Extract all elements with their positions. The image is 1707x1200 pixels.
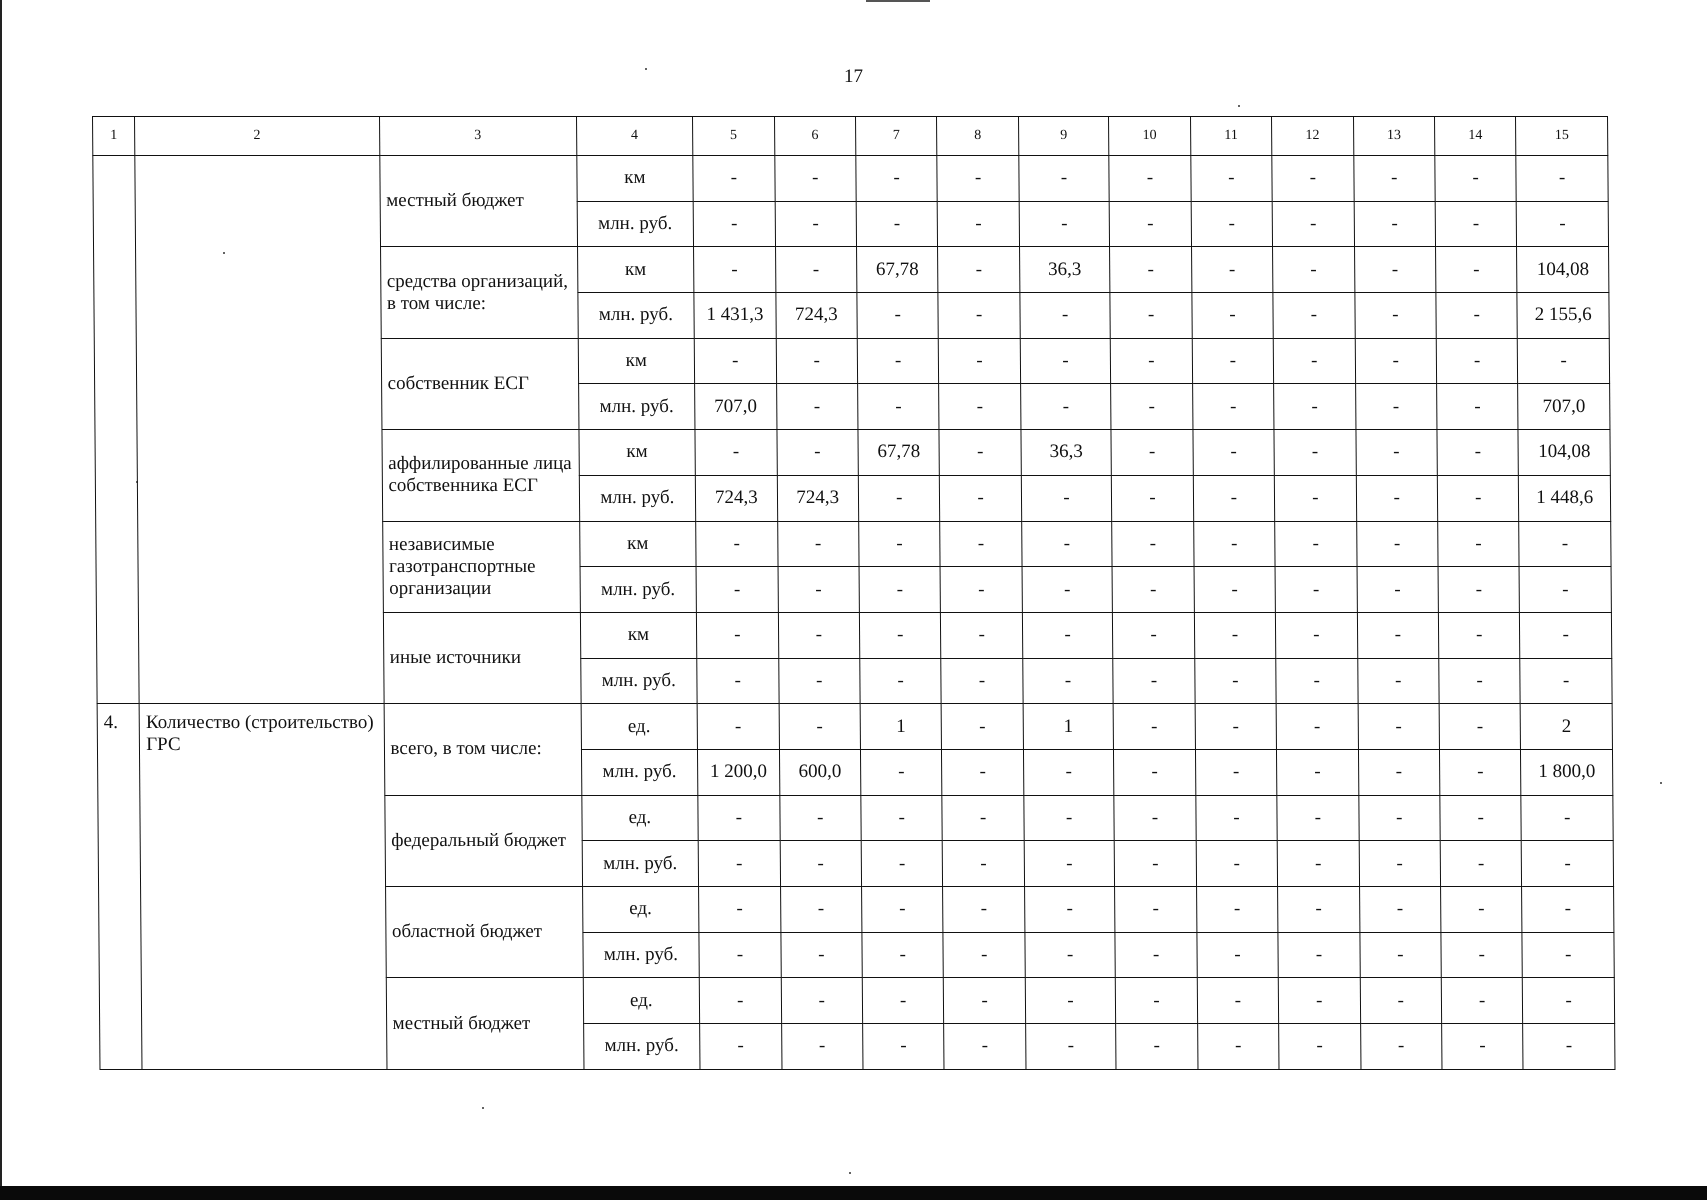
value-cell: 36,3	[1019, 247, 1110, 293]
value-cell: -	[1274, 384, 1356, 430]
funding-source-cell: средства организаций, в том числе:	[380, 247, 578, 338]
value-cell: -	[1359, 887, 1441, 933]
value-cell: -	[779, 795, 861, 841]
value-cell: -	[694, 338, 776, 384]
value-cell: -	[700, 1024, 782, 1070]
value-cell: -	[944, 978, 1026, 1024]
value-cell: -	[1024, 841, 1115, 887]
value-cell: -	[1522, 932, 1614, 978]
value-cell: -	[859, 612, 941, 658]
unit-cell: млн. руб.	[582, 932, 699, 978]
value-cell: -	[941, 612, 1023, 658]
investment-program-table	[92, 116, 1615, 1070]
value-cell: -	[1112, 475, 1194, 521]
column-number-header: 12	[1272, 117, 1354, 156]
value-cell: -	[1111, 384, 1193, 430]
value-cell: -	[861, 795, 943, 841]
value-cell: -	[860, 658, 942, 704]
value-cell: -	[1113, 658, 1195, 704]
unit-cell: км	[579, 521, 696, 567]
value-cell: -	[1518, 338, 1610, 384]
value-cell: 1 448,6	[1519, 475, 1611, 521]
value-cell: -	[778, 658, 860, 704]
value-cell: -	[857, 293, 939, 339]
value-cell: -	[781, 978, 863, 1024]
value-cell: -	[938, 201, 1020, 247]
value-cell: -	[698, 795, 780, 841]
value-cell: -	[776, 384, 858, 430]
column-number-header: 14	[1434, 117, 1516, 156]
value-cell: -	[1520, 612, 1612, 658]
indicator-name-cell: Количество (строительство) ГРС	[139, 704, 386, 1070]
value-cell: -	[775, 247, 857, 293]
value-cell: -	[1441, 978, 1523, 1024]
value-cell: -	[1522, 841, 1614, 887]
value-cell: -	[1274, 475, 1356, 521]
value-cell: -	[1277, 841, 1359, 887]
value-cell: -	[1522, 887, 1614, 933]
value-cell: -	[1191, 201, 1273, 247]
value-cell: -	[1440, 841, 1522, 887]
indicator-name-cell	[135, 156, 384, 704]
value-cell: 724,3	[777, 475, 859, 521]
unit-cell: млн. руб.	[579, 475, 696, 521]
value-cell: -	[942, 704, 1024, 750]
value-cell: -	[863, 1024, 945, 1070]
value-cell: 67,78	[857, 247, 939, 293]
value-cell: -	[1272, 201, 1354, 247]
value-cell: -	[1360, 978, 1442, 1024]
value-cell: -	[695, 430, 777, 476]
value-cell: 707,0	[695, 384, 777, 430]
value-cell: -	[777, 521, 859, 567]
value-cell: -	[1113, 704, 1195, 750]
value-cell: -	[859, 567, 941, 613]
value-cell: -	[942, 795, 1024, 841]
value-cell: -	[1021, 475, 1112, 521]
unit-cell: млн. руб.	[577, 201, 694, 247]
unit-cell: млн. руб.	[578, 384, 695, 430]
unit-cell: млн. руб.	[580, 658, 697, 704]
column-number-header: 7	[855, 117, 937, 156]
value-cell: -	[1192, 293, 1274, 339]
value-cell: -	[860, 749, 942, 795]
value-cell: -	[698, 841, 780, 887]
value-cell: -	[780, 932, 862, 978]
value-cell: -	[1193, 430, 1275, 476]
value-cell: -	[1022, 612, 1113, 658]
value-cell: -	[1438, 567, 1520, 613]
value-cell: -	[939, 384, 1021, 430]
value-cell: -	[1357, 567, 1439, 613]
value-cell: -	[943, 887, 1025, 933]
value-cell: -	[780, 841, 862, 887]
header-row	[93, 117, 1608, 156]
funding-source-cell: аффилированные лица собственника ЕСГ	[381, 430, 579, 521]
value-cell: -	[1276, 612, 1358, 658]
value-cell: -	[1109, 156, 1191, 202]
value-cell: -	[856, 156, 938, 202]
funding-source-cell: иные источники	[383, 612, 581, 703]
value-cell: 1	[1023, 704, 1114, 750]
value-cell: -	[1439, 704, 1521, 750]
value-cell: -	[693, 156, 775, 202]
value-cell: -	[1112, 567, 1194, 613]
scan-speck	[482, 1107, 484, 1109]
value-cell: -	[1114, 841, 1196, 887]
funding-source-cell: собственник ЕСГ	[381, 338, 579, 429]
value-cell: 1 800,0	[1521, 749, 1613, 795]
column-number-header: 2	[135, 117, 380, 156]
value-cell: 724,3	[695, 475, 777, 521]
value-cell: -	[1276, 704, 1358, 750]
value-cell: -	[778, 567, 860, 613]
value-cell: -	[1354, 247, 1436, 293]
unit-cell: км	[578, 338, 695, 384]
value-cell: -	[781, 1024, 863, 1070]
unit-cell: км	[578, 430, 695, 476]
value-cell: 1 200,0	[698, 749, 780, 795]
funding-source-cell: местный бюджет	[379, 156, 577, 247]
value-cell: -	[1273, 293, 1355, 339]
value-cell: -	[859, 521, 941, 567]
value-cell: -	[1024, 795, 1115, 841]
column-number-header: 1	[93, 117, 136, 156]
value-cell: -	[1115, 887, 1197, 933]
value-cell: -	[1196, 887, 1278, 933]
item-number-cell: 4.	[97, 704, 142, 1070]
value-cell: -	[939, 338, 1021, 384]
unit-cell: млн. руб.	[577, 293, 694, 339]
value-cell: -	[1278, 978, 1360, 1024]
value-cell: -	[1273, 338, 1355, 384]
unit-cell: ед.	[582, 887, 699, 933]
value-cell: -	[1520, 658, 1612, 704]
unit-cell: ед.	[581, 795, 698, 841]
value-cell: -	[1192, 384, 1274, 430]
value-cell: -	[1436, 293, 1518, 339]
funding-source-cell: областной бюджет	[385, 887, 583, 978]
unit-cell: км	[577, 247, 694, 293]
value-cell: -	[856, 201, 938, 247]
value-cell: -	[944, 1024, 1026, 1070]
value-cell: -	[1196, 795, 1278, 841]
value-cell: -	[939, 430, 1021, 476]
table-row	[93, 156, 1608, 202]
unit-cell: ед.	[581, 704, 698, 750]
value-cell: -	[1354, 201, 1436, 247]
value-cell: -	[1358, 704, 1440, 750]
value-cell: -	[1442, 1024, 1524, 1070]
value-cell: -	[1025, 932, 1116, 978]
unit-cell: км	[580, 612, 697, 658]
value-cell: -	[1115, 932, 1197, 978]
value-cell: -	[1275, 567, 1357, 613]
value-cell: -	[1191, 247, 1273, 293]
value-cell: -	[1019, 201, 1110, 247]
value-cell: -	[857, 338, 939, 384]
column-number-header: 6	[774, 117, 856, 156]
table-body	[93, 117, 1615, 1070]
value-cell: 2 155,6	[1517, 293, 1609, 339]
value-cell: -	[1112, 521, 1194, 567]
value-cell: -	[937, 156, 1019, 202]
value-cell: -	[1113, 612, 1195, 658]
value-cell: -	[1436, 338, 1518, 384]
value-cell: -	[1278, 887, 1360, 933]
page-number: 17	[844, 66, 863, 87]
value-cell: -	[1116, 978, 1198, 1024]
funding-source-cell: всего, в том числе:	[384, 704, 582, 795]
value-cell: 1 431,3	[694, 293, 776, 339]
value-cell: -	[1435, 201, 1517, 247]
value-cell: -	[1360, 1024, 1442, 1070]
value-cell: -	[1359, 841, 1441, 887]
value-cell: -	[1022, 521, 1113, 567]
value-cell: -	[1276, 658, 1358, 704]
scan-speck	[849, 1172, 851, 1174]
value-cell: -	[697, 658, 779, 704]
value-cell: -	[1193, 475, 1275, 521]
column-number-header: 5	[693, 117, 775, 156]
value-cell: 707,0	[1518, 384, 1610, 430]
value-cell: -	[1438, 612, 1520, 658]
value-cell: -	[1440, 795, 1522, 841]
value-cell: -	[699, 978, 781, 1024]
value-cell: -	[774, 156, 856, 202]
value-cell: -	[1114, 795, 1196, 841]
value-cell: 600,0	[779, 749, 861, 795]
value-cell: -	[1194, 567, 1276, 613]
value-cell: -	[1357, 612, 1439, 658]
value-cell: -	[1358, 795, 1440, 841]
value-cell: -	[1193, 521, 1275, 567]
value-cell: -	[1356, 521, 1438, 567]
value-cell: -	[940, 567, 1022, 613]
value-cell: -	[1439, 658, 1521, 704]
unit-cell: км	[576, 156, 693, 202]
unit-cell: млн. руб.	[581, 749, 698, 795]
value-cell: -	[696, 567, 778, 613]
value-cell: -	[1356, 430, 1438, 476]
value-cell: -	[942, 749, 1024, 795]
value-cell: -	[1196, 841, 1278, 887]
value-cell: -	[1025, 1024, 1116, 1070]
value-cell: -	[1272, 156, 1354, 202]
scan-speck	[1238, 105, 1240, 107]
value-cell: -	[1441, 887, 1523, 933]
value-cell: -	[1438, 521, 1520, 567]
value-cell: -	[1357, 658, 1439, 704]
value-cell: -	[1020, 384, 1111, 430]
scan-edge-left	[0, 0, 2, 1188]
value-cell: -	[1278, 932, 1360, 978]
value-cell: -	[1437, 384, 1519, 430]
value-cell: 36,3	[1021, 430, 1112, 476]
value-cell: -	[694, 247, 776, 293]
value-cell: -	[1191, 156, 1273, 202]
funding-source-cell: независимые газотранспортные организации	[382, 521, 580, 612]
value-cell: -	[1519, 521, 1611, 567]
column-number-header: 11	[1190, 117, 1272, 156]
value-cell: -	[1111, 338, 1193, 384]
value-cell: -	[1358, 749, 1440, 795]
value-cell: -	[1195, 704, 1277, 750]
value-cell: -	[1277, 795, 1359, 841]
value-cell: -	[778, 612, 860, 658]
value-cell: -	[1516, 156, 1608, 202]
value-cell: -	[1116, 1024, 1198, 1070]
value-cell: -	[1273, 247, 1355, 293]
value-cell: 67,78	[858, 430, 940, 476]
value-cell: -	[862, 932, 944, 978]
value-cell: -	[1110, 247, 1192, 293]
value-cell: -	[858, 475, 940, 521]
value-cell: -	[1194, 658, 1276, 704]
column-number-header: 3	[379, 117, 576, 156]
value-cell: -	[1523, 978, 1615, 1024]
table-row	[97, 704, 1612, 750]
unit-cell: млн. руб.	[580, 567, 697, 613]
value-cell: -	[941, 658, 1023, 704]
scan-edge-bottom	[0, 1186, 1707, 1200]
value-cell: -	[775, 201, 857, 247]
column-number-header: 10	[1109, 117, 1191, 156]
value-cell: -	[1353, 156, 1435, 202]
column-number-header: 4	[576, 117, 693, 156]
value-cell: -	[1277, 749, 1359, 795]
value-cell: -	[1354, 293, 1436, 339]
value-cell: -	[1355, 338, 1437, 384]
value-cell: -	[1437, 430, 1519, 476]
value-cell: -	[1114, 749, 1196, 795]
value-cell: -	[940, 475, 1022, 521]
value-cell: -	[938, 247, 1020, 293]
value-cell: 104,08	[1518, 430, 1610, 476]
value-cell: -	[1025, 978, 1116, 1024]
value-cell: -	[1023, 658, 1114, 704]
unit-cell: млн. руб.	[582, 841, 699, 887]
value-cell: -	[943, 841, 1025, 887]
value-cell: -	[1517, 201, 1609, 247]
value-cell: -	[1523, 1024, 1615, 1070]
value-cell: -	[1197, 978, 1279, 1024]
value-cell: -	[780, 887, 862, 933]
value-cell: -	[697, 704, 779, 750]
value-cell: -	[1109, 201, 1191, 247]
value-cell: -	[1197, 1024, 1279, 1070]
value-cell: -	[779, 704, 861, 750]
value-cell: -	[1521, 795, 1613, 841]
value-cell: -	[862, 978, 944, 1024]
value-cell: -	[693, 201, 775, 247]
scan-speck	[1660, 782, 1662, 784]
value-cell: 724,3	[775, 293, 857, 339]
value-cell: -	[1111, 430, 1193, 476]
value-cell: -	[1195, 749, 1277, 795]
value-cell: -	[1020, 293, 1111, 339]
value-cell: -	[1435, 156, 1517, 202]
value-cell: -	[862, 887, 944, 933]
value-cell: -	[776, 338, 858, 384]
value-cell: -	[1355, 384, 1437, 430]
value-cell: -	[861, 841, 943, 887]
value-cell: -	[697, 612, 779, 658]
value-cell: -	[1439, 749, 1521, 795]
value-cell: 104,08	[1517, 247, 1609, 293]
value-cell: -	[1020, 338, 1111, 384]
value-cell: -	[1022, 567, 1113, 613]
scan-mark-top	[866, 0, 930, 2]
funding-source-cell: федеральный бюджет	[384, 795, 582, 886]
column-number-header: 15	[1516, 117, 1608, 156]
value-cell: -	[1275, 521, 1357, 567]
value-cell: -	[1197, 932, 1279, 978]
value-cell: 2	[1521, 704, 1613, 750]
value-cell: -	[1356, 475, 1438, 521]
value-cell: 1	[860, 704, 942, 750]
value-cell: -	[1194, 612, 1276, 658]
value-cell: -	[1274, 430, 1356, 476]
value-cell: -	[699, 932, 781, 978]
value-cell: -	[699, 887, 781, 933]
value-cell: -	[1437, 475, 1519, 521]
column-number-header: 8	[937, 117, 1019, 156]
value-cell: -	[1441, 932, 1523, 978]
value-cell: -	[1023, 749, 1114, 795]
value-cell: -	[858, 384, 940, 430]
column-number-header: 13	[1353, 117, 1435, 156]
item-number-cell	[93, 156, 140, 704]
column-number-header: 9	[1018, 117, 1109, 156]
value-cell: -	[1192, 338, 1274, 384]
value-cell: -	[1110, 293, 1192, 339]
unit-cell: млн. руб.	[583, 1024, 700, 1070]
funding-source-cell: местный бюджет	[386, 978, 584, 1069]
value-cell: -	[938, 293, 1020, 339]
value-cell: -	[940, 521, 1022, 567]
value-cell: -	[777, 430, 859, 476]
value-cell: -	[943, 932, 1025, 978]
value-cell: -	[1436, 247, 1518, 293]
value-cell: -	[1279, 1024, 1361, 1070]
value-cell: -	[1359, 932, 1441, 978]
value-cell: -	[696, 521, 778, 567]
value-cell: -	[1019, 156, 1110, 202]
unit-cell: ед.	[583, 978, 700, 1024]
value-cell: -	[1519, 567, 1611, 613]
value-cell: -	[1024, 887, 1115, 933]
